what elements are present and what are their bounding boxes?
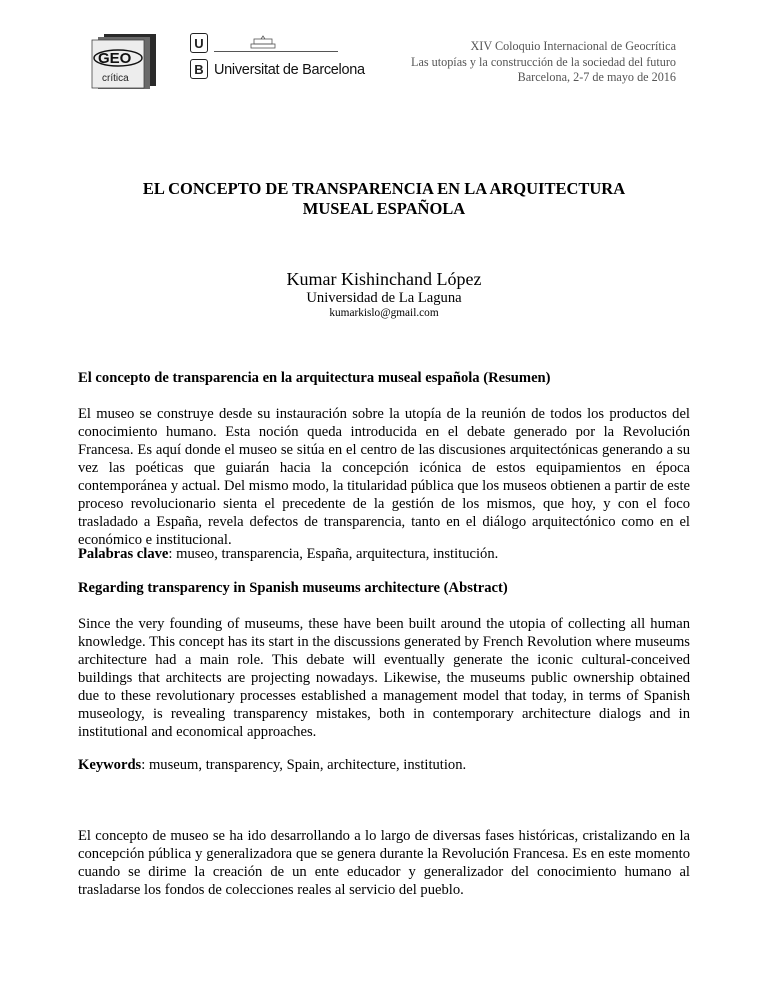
abstract-heading: Regarding transparency in Spanish museums architecture (Abstract) <box>78 580 508 596</box>
abstract-keywords <box>78 756 690 774</box>
author-name: Kumar Kishinchand López <box>286 269 482 289</box>
ub-letter-b: B <box>190 59 208 79</box>
paper-title-line1: EL CONCEPTO DE TRANSPARENCIA EN LA ARQUITECTURA <box>142 179 626 198</box>
conference-info <box>411 39 676 86</box>
abstract-keywords-label: Keywords <box>78 757 142 773</box>
geocritica-logo <box>84 34 156 90</box>
conference-theme: Las utopías y la construcción de la sociedad del futuro <box>411 54 676 69</box>
author-email[interactable]: kumarkislo@gmail.com <box>329 307 439 319</box>
university-name: Universitat de Barcelona <box>214 62 365 78</box>
paper-title-line2: MUSEAL ESPAÑOLA <box>302 199 466 218</box>
geo-logo-top-text: GEO <box>98 50 132 67</box>
resumen-keywords <box>78 545 690 563</box>
paper-title <box>90 179 678 219</box>
resumen-text: El museo se construye desde su instauración sobre la utopía de la reunión de todos los productos del conocimiento humano. Esta noción queda introducida en el debate generado por la Revolución Francesa. Es aquí donde el museo se sitúa en el centro de las discusiones arquitectónicas generando a su vez las poéticas que guiarán hacia la concepción icónica de estos equipamientos en época contemporánea y actual. Del mismo modo, la titularidad pública que los museos obtienen a partir de este proceso revolucionario sienta el precedente de la gestión de los mismos, que hoy, y con el foco trasladado a España, revela defectos de transparencia, tanto en el diálogo arquitectónico como en el económico e institucional. <box>78 406 690 548</box>
university-building-icon <box>250 35 276 49</box>
conference-date: Barcelona, 2-7 de mayo de 2016 <box>517 70 676 84</box>
university-logo <box>190 33 365 81</box>
abstract-keywords-list: : museum, transparency, Spain, architecture, institution. <box>141 757 467 773</box>
resumen-keywords-list: : museo, transparencia, España, arquitectura, institución. <box>168 546 499 562</box>
geo-logo-bottom-text: crítica <box>102 73 129 84</box>
ub-logo-rule <box>214 51 338 52</box>
resumen-keywords-label: Palabras clave <box>78 546 169 562</box>
conference-name: XIV Coloquio Internacional de Geocrítica <box>470 39 676 53</box>
body-paragraph: El concepto de museo se ha ido desarrollando a lo largo de diversas fases históricas, cristalizando en la concepción pública y generalizadora que se genera durante la Revolución Francesa. Es en este momento cuando se dirime la creación de un ente educador y generalizador del conocimiento humano al trasladarse los fondos de colecciones reales al servicio del pueblo. <box>78 828 690 898</box>
resumen-heading: El concepto de transparencia en la arquitectura museal española (Resumen) <box>78 370 551 386</box>
ub-letter-u: U <box>190 33 208 53</box>
author-affiliation: Universidad de La Laguna <box>306 290 462 306</box>
abstract-text: Since the very founding of museums, these have been built around the utopia of collecting all human knowledge. This concept has its start in the discussions generated by French Revolution where museums architecture had a main role. This debate will eventually generate the iconic cultural-conceived buildings that architects are projecting nowadays. Likewise, the museums public ownership obtained due to these revolutionary processes established a management model that today, in terms of Spanish museology, is revealing transparency mistakes, both in contemporary architecture dialogs and in institutional and economical approaches. <box>78 616 690 740</box>
